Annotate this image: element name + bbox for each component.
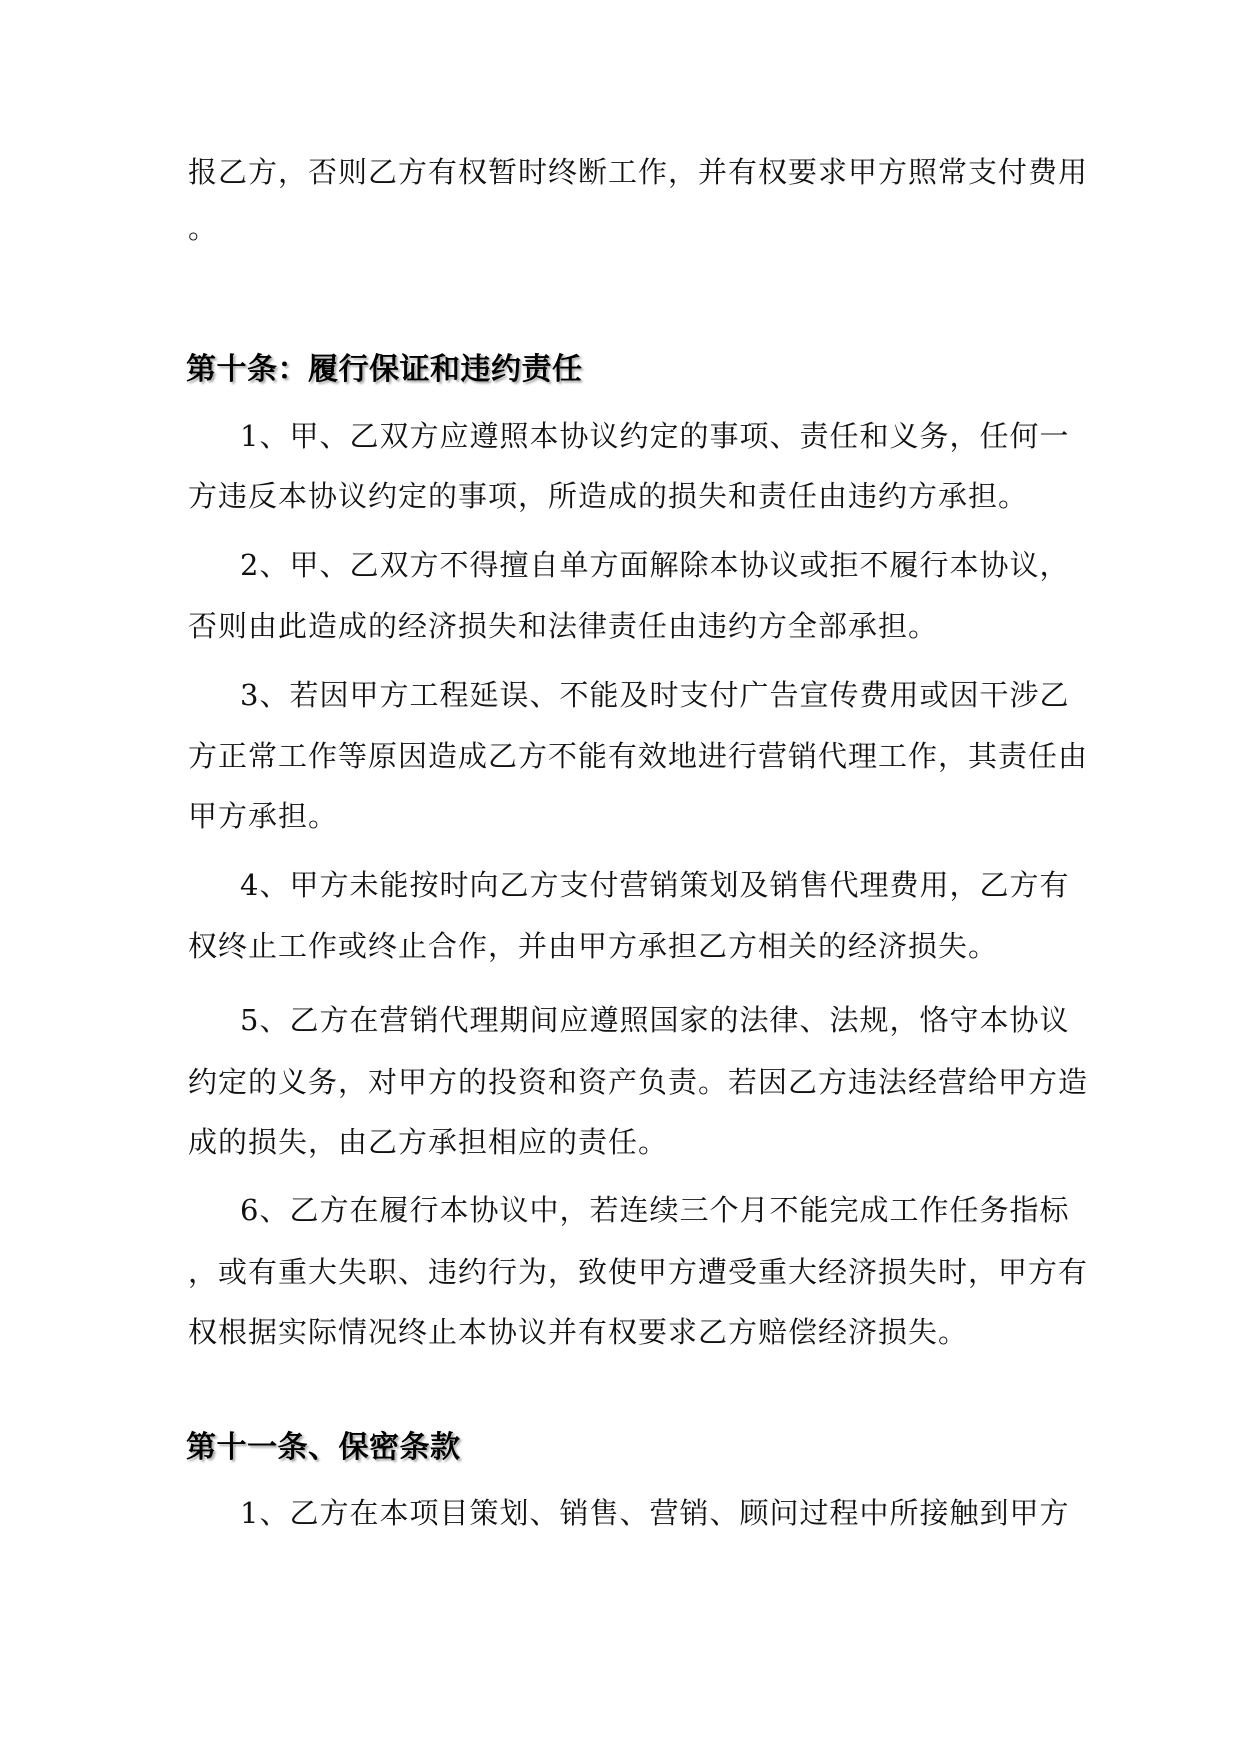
s10-item3-line2: 方正常工作等原因造成乙方不能有效地进行营销代理工作，其责任由	[188, 739, 1089, 773]
s10-item3-line3: 甲方承担。	[188, 799, 339, 833]
s10-item5-line2: 约定的义务，对甲方的投资和资产负责。若因乙方违法经营给甲方造	[188, 1065, 1089, 1099]
s11-item1-line1: 1、乙方在本项目策划、销售、营销、顾问过程中所接触到甲方	[240, 1496, 1070, 1530]
intro-line-1: 报乙方，否则乙方有权暂时终断工作，并有权要求甲方照常支付费用	[188, 155, 1089, 189]
s10-item4-line1: 4、甲方未能按时向乙方支付营销策划及销售代理费用，乙方有	[240, 868, 1070, 902]
s10-item2-line1: 2、甲、乙双方不得擅自单方面解除本协议或拒不履行本协议，	[240, 548, 1070, 582]
s10-item5-line3: 成的损失，由乙方承担相应的责任。	[188, 1125, 669, 1159]
s10-item6-line3: 权根据实际情况终止本协议并有权要求乙方赔偿经济损失。	[188, 1315, 969, 1349]
s10-item3-line1: 3、若因甲方工程延误、不能及时支付广告宣传费用或因干涉乙	[240, 678, 1070, 712]
intro-line-2: 。	[188, 211, 219, 245]
section-10-title: 第十条：履行保证和违约责任	[186, 352, 583, 387]
s10-item1-line1: 1、甲、乙双方应遵照本协议约定的事项、责任和义务，任何一	[240, 419, 1070, 453]
section-11-title: 第十一条、保密条款	[186, 1430, 461, 1465]
s10-item4-line2: 权终止工作或终止合作，并由甲方承担乙方相关的经济损失。	[188, 929, 999, 963]
s10-item1-line2: 方违反本协议约定的事项，所造成的损失和责任由违约方承担。	[188, 479, 1029, 513]
s10-item5-line1: 5、乙方在营销代理期间应遵照国家的法律、法规，恪守本协议	[240, 1003, 1070, 1037]
s10-item6-line1: 6、乙方在履行本协议中，若连续三个月不能完成工作任务指标	[240, 1193, 1070, 1227]
s10-item2-line2: 否则由此造成的经济损失和法律责任由违约方全部承担。	[188, 609, 939, 643]
s10-item6-line2: ，或有重大失职、违约行为，致使甲方遭受重大经济损失时，甲方有	[188, 1255, 1089, 1289]
